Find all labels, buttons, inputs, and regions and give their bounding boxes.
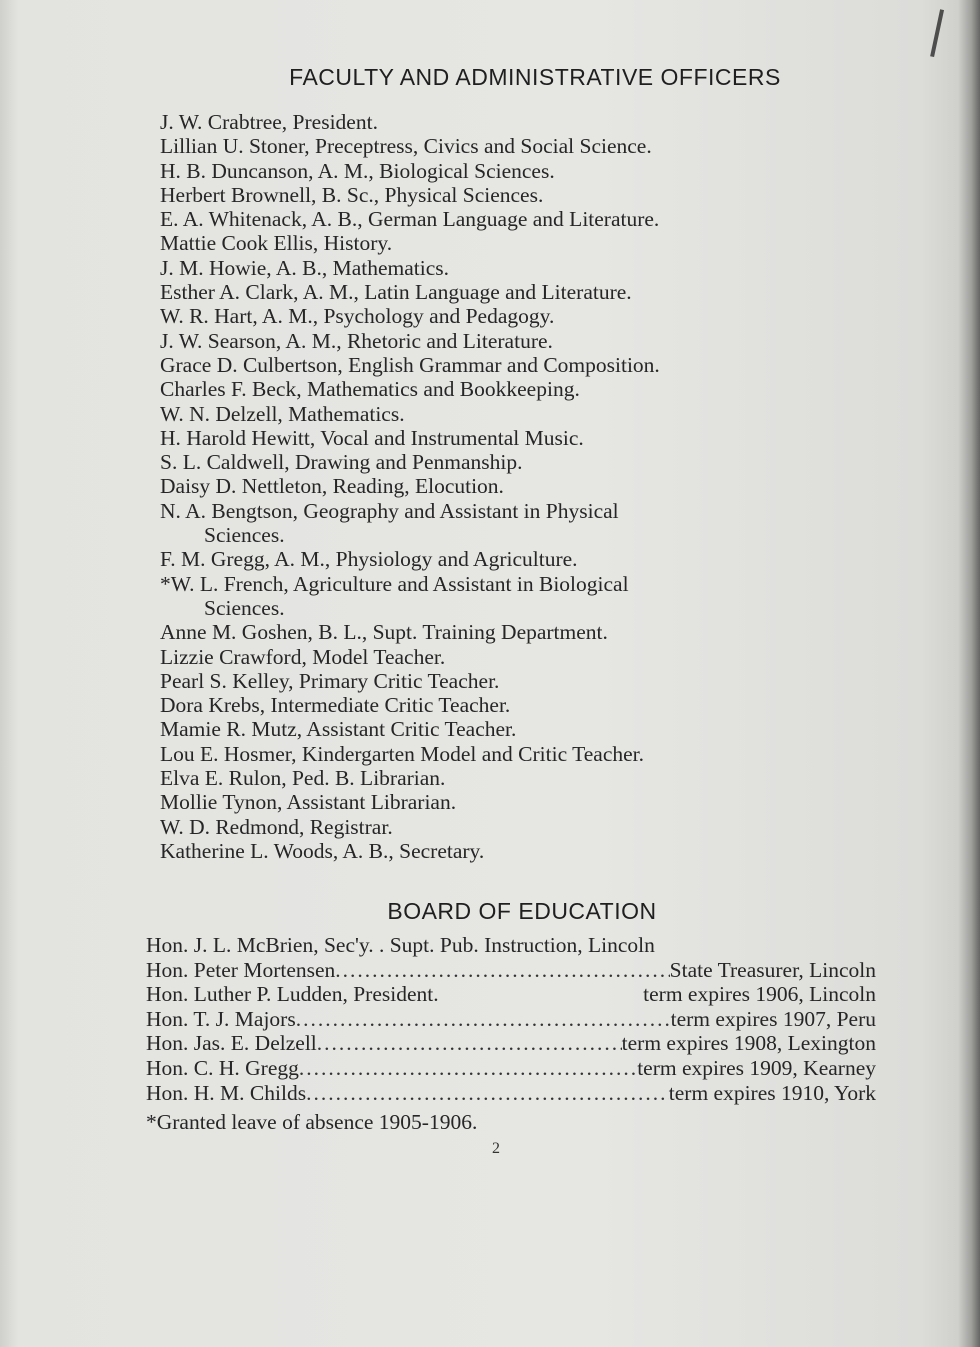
leader-dots [439,982,644,1007]
faculty-line: Daisy D. Nettleton, Reading, Elocution. [160,474,504,499]
faculty-line: Herbert Brownell, B. Sc., Physical Sciences. [160,182,544,207]
ink-mark [930,9,952,58]
board-row [146,1056,876,1081]
board-member: Hon. Luther P. Ludden, President. [146,982,439,1007]
faculty-line: N. A. Bengtson, Geography and Assistant in Physical [160,498,619,523]
board-heading: BOARD OF EDUCATION [387,898,657,924]
faculty-heading: FACULTY AND ADMINISTRATIVE OFFICERS [289,64,781,90]
faculty-line: H. Harold Hewitt, Vocal and Instrumental Music. [160,425,584,450]
faculty-line: Mollie Tynon, Assistant Librarian. [160,790,457,815]
faculty-line: Mattie Cook Ellis, History. [160,231,393,256]
faculty-line: Esther A. Clark, A. M., Latin Language and Literature. [160,280,632,305]
board-role: term expires 1909, Kearney [637,1055,876,1080]
footnote: *Granted leave of absence 1905-1906. [146,1110,478,1134]
board-member: Hon. J. L. McBrien, Sec'y. . Supt. Pub. Instruction, Lincoln [146,933,655,957]
faculty-line: Katherine L. Woods, A. B., Secretary. [160,838,485,863]
board-row [146,1031,876,1056]
board-row [146,933,876,958]
faculty-line: W. D. Redmond, Registrar. [160,814,393,839]
faculty-line: E. A. Whitenack, A. B., German Language and Literature. [160,207,660,232]
faculty-line: W. R. Hart, A. M., Psychology and Pedagogy. [160,304,555,329]
board-role: term expires 1908, Lexington [621,1031,876,1056]
page-number: 2 [492,1140,500,1157]
leader-dots [306,1081,669,1106]
faculty-line: Mamie R. Mutz, Assistant Critic Teacher. [160,717,517,742]
faculty-line: J. W. Searson, A. M., Rhetoric and Literature. [160,328,553,353]
board-member: Hon. T. J. Majors [146,1006,296,1031]
faculty-line: Charles F. Beck, Mathematics and Bookkeeping. [160,377,580,402]
board-row [146,1007,876,1032]
faculty-line: H. B. Duncanson, A. M., Biological Sciences. [160,158,555,183]
page-edge-shadow [958,0,980,1347]
faculty-line-continuation: Sciences. [204,595,285,620]
faculty-line: J. M. Howie, A. B., Mathematics. [160,255,450,280]
board-list [146,933,876,1105]
leader-dots [317,1031,622,1056]
board-row [146,958,876,983]
faculty-line: Lizzie Crawford, Model Teacher. [160,644,446,669]
board-role: term expires 1910, York [668,1080,876,1105]
board-member: Hon. Peter Mortensen [146,957,336,982]
faculty-line: Elva E. Rulon, Ped. B. Librarian. [160,766,446,791]
faculty-line: Pearl S. Kelley, Primary Critic Teacher. [160,668,500,693]
board-member: Hon. H. M. Childs [146,1080,307,1105]
leader-dots [299,1056,637,1081]
faculty-line-continuation: Sciences. [204,523,285,548]
faculty-line: J. W. Crabtree, President. [160,110,378,134]
faculty-line: F. M. Gregg, A. M., Physiology and Agriculture. [160,547,578,572]
faculty-line: Lillian U. Stoner, Preceptress, Civics and Social Science. [160,134,652,159]
board-role: term expires 1906, Lincoln [643,982,876,1007]
board-member: Hon. C. H. Gregg [146,1055,299,1080]
board-member: Hon. Jas. E. Delzell [146,1031,317,1056]
board-row [146,982,876,1007]
faculty-line: W. N. Delzell, Mathematics. [160,401,405,426]
leader-dots [655,933,876,958]
leader-dots [296,1007,671,1032]
faculty-line: Grace D. Culbertson, English Grammar and Composition. [160,352,660,377]
faculty-line: Dora Krebs, Intermediate Critic Teacher. [160,693,511,718]
board-row [146,1081,876,1106]
faculty-list [160,110,920,863]
faculty-line: Anne M. Goshen, B. L., Supt. Training Department. [160,620,608,645]
board-role: term expires 1907, Peru [670,1006,876,1031]
faculty-line: *W. L. French, Agriculture and Assistant in Biological [160,571,629,596]
leader-dots [335,958,669,983]
faculty-line: Lou E. Hosmer, Kindergarten Model and Critic Teacher. [160,741,645,766]
board-role: State Treasurer, Lincoln [669,957,876,982]
faculty-line: S. L. Caldwell, Drawing and Penmanship. [160,450,523,475]
